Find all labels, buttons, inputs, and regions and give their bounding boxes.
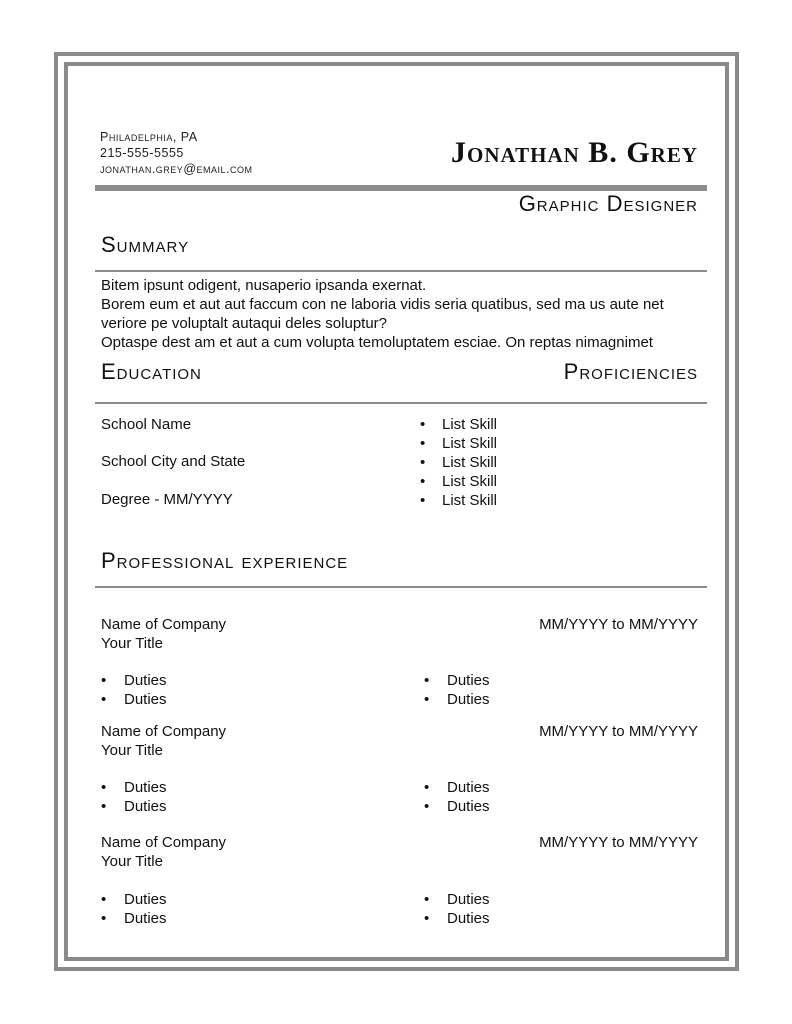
duties-list bbox=[101, 890, 167, 928]
experience-divider bbox=[95, 586, 707, 588]
contact-phone: 215-555-5555 bbox=[100, 146, 184, 160]
education-school: School Name bbox=[101, 416, 192, 433]
list-item: • Duties bbox=[101, 779, 167, 796]
job-company: Name of Company bbox=[101, 616, 227, 633]
list-item: • Duties bbox=[101, 672, 167, 689]
list-item: • Duties bbox=[101, 910, 167, 927]
job-dates: MM/YYYY to MM/YYYY bbox=[539, 723, 698, 740]
duties-list bbox=[424, 778, 490, 816]
job-title: Your Title bbox=[101, 635, 163, 652]
list-item: • Duties bbox=[424, 691, 490, 708]
education-divider bbox=[95, 402, 707, 404]
contact-email: jonathan.grey@email.com bbox=[100, 162, 253, 176]
duties-list bbox=[424, 671, 490, 709]
summary-line: Bitem ipsunt odigent, nusaperio ipsanda exernat. bbox=[101, 277, 427, 294]
job-company: Name of Company bbox=[101, 834, 227, 851]
education-heading: Education bbox=[101, 359, 202, 384]
experience-heading: Professional experience bbox=[101, 548, 349, 573]
list-item: • List Skill bbox=[420, 492, 498, 509]
job-dates: MM/YYYY to MM/YYYY bbox=[539, 616, 698, 633]
summary-divider bbox=[95, 270, 707, 272]
list-item: • Duties bbox=[424, 910, 490, 927]
list-item: • Duties bbox=[101, 691, 167, 708]
candidate-name: Jonathan B. Grey bbox=[451, 136, 698, 169]
contact-city: Philadelphia, PA bbox=[100, 130, 198, 144]
job-title: Your Title bbox=[101, 742, 163, 759]
duties-list bbox=[101, 778, 167, 816]
job-title: Graphic Designer bbox=[518, 191, 698, 216]
job-title: Your Title bbox=[101, 853, 163, 870]
summary-line: Optaspe dest am et aut a cum volupta temoluptatem esciae. On reptas nimagnimet bbox=[101, 334, 653, 351]
list-item: • Duties bbox=[424, 672, 490, 689]
skills-list bbox=[420, 415, 497, 510]
duties-list bbox=[101, 671, 167, 709]
list-item: • Duties bbox=[424, 779, 490, 796]
education-degree: Degree - MM/YYYY bbox=[101, 491, 233, 508]
list-item: • List Skill bbox=[420, 416, 498, 433]
summary-heading: Summary bbox=[101, 232, 190, 257]
list-item: • Duties bbox=[424, 891, 490, 908]
education-location: School City and State bbox=[101, 453, 246, 470]
duties-list bbox=[424, 890, 490, 928]
list-item: • Duties bbox=[101, 891, 167, 908]
list-item: • List Skill bbox=[420, 454, 498, 471]
list-item: • Duties bbox=[101, 798, 167, 815]
list-item: • List Skill bbox=[420, 473, 498, 490]
proficiencies-heading: Proficiencies bbox=[563, 359, 698, 384]
job-dates: MM/YYYY to MM/YYYY bbox=[539, 834, 698, 851]
job-company: Name of Company bbox=[101, 723, 227, 740]
list-item: • Duties bbox=[424, 798, 490, 815]
summary-line: Borem eum et aut aut faccum con ne laboria vidis seria quatibus, sed ma us aute net bbox=[101, 296, 664, 313]
summary-line: veriore pe voluptalt autaqui deles soluptur? bbox=[101, 315, 388, 332]
list-item: • List Skill bbox=[420, 435, 498, 452]
